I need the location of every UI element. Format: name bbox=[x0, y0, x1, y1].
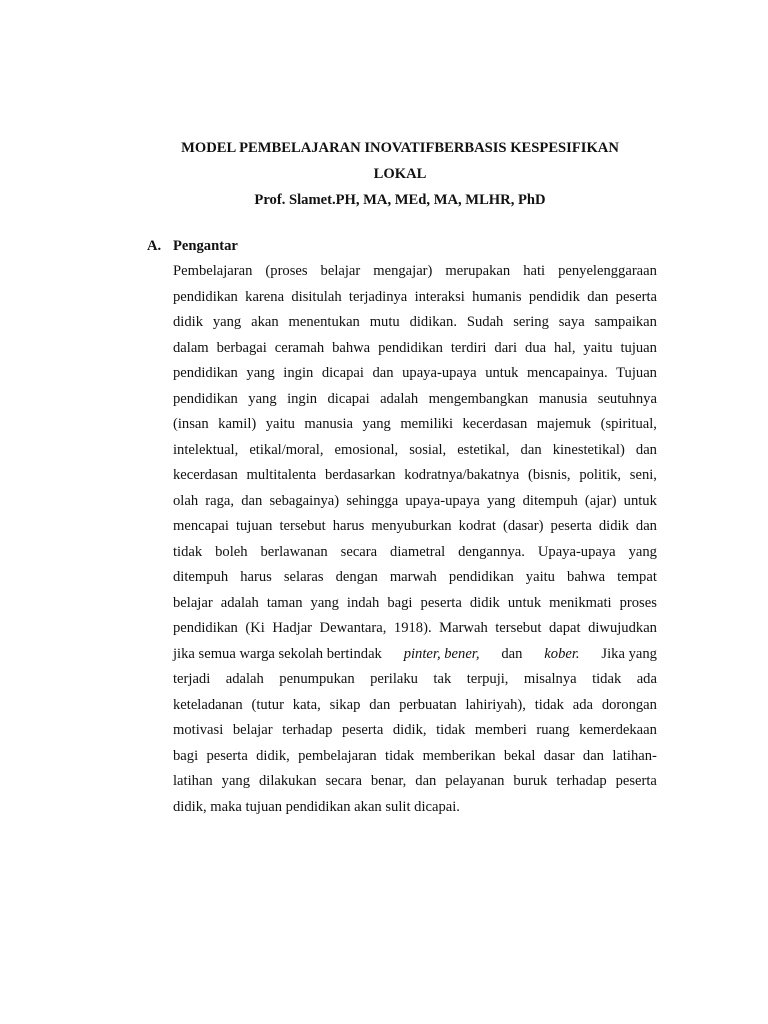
body-word: menikmati bbox=[549, 594, 612, 611]
body-word: manusia bbox=[538, 390, 588, 407]
body-line bbox=[173, 259, 657, 285]
body-word: didik bbox=[173, 314, 203, 330]
body-word: ada bbox=[636, 671, 657, 687]
body-word: buruk bbox=[513, 773, 548, 789]
body-word: saya bbox=[558, 314, 585, 330]
body-word: tersebut bbox=[495, 620, 542, 636]
body-word: tidak bbox=[534, 696, 564, 713]
section-letter: A. bbox=[147, 238, 162, 254]
body-word: (spiritual, bbox=[600, 416, 657, 432]
body-word: pendidikan bbox=[173, 620, 238, 636]
section-heading bbox=[147, 234, 238, 260]
body-word: adalah bbox=[220, 594, 259, 611]
body-word: interaksi bbox=[414, 288, 465, 305]
body-word: peserta bbox=[341, 722, 384, 738]
body-word: sehingga bbox=[346, 492, 399, 509]
body-word: 1918). bbox=[393, 620, 432, 636]
body-word: Pembelajaran bbox=[173, 263, 253, 279]
body-word: mengembangkan bbox=[428, 390, 529, 407]
emphasis-text: pinter, bener, bbox=[403, 645, 480, 662]
body-line-last: didik, maka tujuan pendidikan akan sulit dicapai. bbox=[173, 798, 460, 815]
body-word: yang bbox=[212, 314, 242, 330]
body-word: menyuburkan bbox=[371, 518, 452, 534]
body-word: (dasar) bbox=[502, 518, 544, 534]
body-word: boleh bbox=[215, 543, 248, 560]
body-word: terhadap bbox=[282, 722, 333, 738]
body-text-segment: Jika yang bbox=[601, 645, 657, 662]
body-word: yang bbox=[246, 365, 275, 381]
body-word: humanis bbox=[472, 288, 522, 305]
body-word: terjadi bbox=[173, 671, 211, 687]
body-word: yang bbox=[221, 773, 251, 789]
body-word: belajar bbox=[320, 263, 361, 279]
emphasis-text: kober. bbox=[544, 645, 580, 662]
body-word: seni, bbox=[629, 467, 657, 483]
body-word: diametral bbox=[390, 543, 446, 560]
section-title: Pengantar bbox=[173, 238, 238, 254]
body-word: olah bbox=[173, 492, 199, 509]
body-word: menentukan bbox=[288, 314, 360, 330]
body-word: peserta bbox=[206, 747, 248, 764]
body-word: harus bbox=[240, 569, 272, 585]
body-word: sebagainya) bbox=[269, 492, 340, 509]
body-word: kecerdasan bbox=[173, 467, 238, 483]
body-line bbox=[173, 744, 657, 770]
body-word: adalah bbox=[225, 671, 264, 687]
body-word: politik, bbox=[579, 467, 622, 483]
body-word: raga, bbox=[205, 492, 235, 509]
body-word: untuk bbox=[623, 492, 657, 509]
body-word: yaitu bbox=[525, 569, 555, 585]
body-word: taman bbox=[266, 594, 303, 611]
body-line bbox=[173, 463, 657, 489]
body-word: Hadjar bbox=[272, 620, 313, 636]
body-word: Dewantara, bbox=[319, 620, 387, 636]
body-word: dicapai bbox=[327, 390, 370, 407]
body-word: (Ki bbox=[245, 620, 265, 636]
body-word: penumpukan bbox=[279, 671, 355, 687]
body-word: ada bbox=[572, 696, 593, 713]
body-word: majemuk bbox=[536, 416, 592, 432]
body-word: Upaya-upaya bbox=[537, 543, 616, 560]
body-word: adalah bbox=[380, 390, 419, 407]
body-word: proses bbox=[619, 594, 657, 611]
body-word: selaras bbox=[283, 569, 324, 585]
body-word: indah bbox=[346, 594, 380, 611]
body-word: etikal/moral, bbox=[249, 441, 324, 458]
body-word: ingin bbox=[283, 365, 314, 381]
body-word: didik, bbox=[392, 722, 427, 738]
body-word: terhadap bbox=[556, 773, 607, 789]
body-word: memiliki bbox=[400, 416, 454, 432]
body-word: mencapainya. bbox=[526, 365, 608, 381]
body-word: berbagai bbox=[216, 339, 267, 356]
body-word: belajar bbox=[173, 594, 213, 611]
body-word: kodrat bbox=[458, 518, 496, 534]
body-line bbox=[173, 285, 657, 311]
body-word: seutuhnya bbox=[597, 390, 657, 407]
body-word: dapat bbox=[548, 620, 581, 636]
body-text-segment: jika semua warga sekolah bertindak bbox=[173, 645, 382, 662]
body-word: misalnya bbox=[523, 671, 577, 687]
body-word: dan bbox=[241, 492, 263, 509]
body-word: mutu bbox=[369, 314, 400, 330]
body-word: dorongan bbox=[601, 696, 657, 713]
body-word: dari bbox=[494, 339, 518, 356]
body-word: dan bbox=[369, 696, 391, 713]
body-word: berdasarkan bbox=[324, 467, 396, 483]
body-line bbox=[173, 667, 657, 693]
body-line bbox=[173, 693, 657, 719]
body-word: yang bbox=[310, 594, 339, 611]
body-word: yang bbox=[248, 390, 277, 407]
body-word: didik bbox=[598, 518, 629, 534]
body-line bbox=[173, 489, 657, 515]
body-word: latihan- bbox=[612, 747, 657, 764]
body-word: untuk bbox=[507, 594, 542, 611]
body-word: dilakukan bbox=[258, 773, 317, 789]
body-word: dengannya. bbox=[458, 543, 525, 560]
body-word: penyelenggaraan bbox=[558, 263, 657, 279]
body-word: Marwah bbox=[439, 620, 488, 636]
body-word: hal, bbox=[554, 339, 576, 356]
body-word: pendidikan bbox=[448, 569, 514, 585]
body-word: tak bbox=[433, 671, 452, 687]
body-line bbox=[173, 310, 657, 336]
body-word: disitulah bbox=[291, 288, 342, 305]
document-title-line-2: LOKAL bbox=[373, 166, 427, 182]
body-word: marwah bbox=[389, 569, 437, 585]
body-word: emosional, bbox=[334, 441, 399, 458]
body-word: tidak bbox=[436, 722, 466, 738]
body-word: motivasi bbox=[173, 722, 224, 738]
body-word: dengan bbox=[335, 569, 378, 585]
body-word: Sudah bbox=[466, 314, 504, 330]
body-word: tersebut bbox=[279, 518, 326, 534]
body-word: didik, bbox=[256, 747, 290, 764]
body-paragraph bbox=[173, 259, 657, 820]
body-word: peserta bbox=[615, 773, 657, 789]
body-word: tidak bbox=[385, 747, 415, 764]
body-word: secara bbox=[325, 773, 362, 789]
body-word: sering bbox=[513, 314, 549, 330]
body-word: estetikal, bbox=[457, 441, 510, 458]
body-word: secara bbox=[340, 543, 378, 560]
body-word: ditempuh bbox=[522, 492, 578, 509]
body-line bbox=[173, 412, 657, 438]
body-line bbox=[173, 718, 657, 744]
body-word: ceramah bbox=[274, 339, 325, 356]
body-line bbox=[173, 361, 657, 387]
body-word: dan bbox=[415, 773, 437, 789]
body-word: (ajar) bbox=[584, 492, 617, 509]
body-word: peserta bbox=[420, 594, 462, 611]
body-word: tujuan bbox=[235, 518, 273, 534]
body-word: tujuan bbox=[620, 339, 657, 356]
body-word: bagi bbox=[387, 594, 413, 611]
body-line bbox=[173, 540, 657, 566]
body-word: diwujudkan bbox=[588, 620, 657, 636]
body-word: dan bbox=[520, 441, 542, 458]
body-word: (tutur bbox=[251, 696, 284, 713]
body-word: tidak bbox=[592, 671, 622, 687]
body-word: mencapai bbox=[173, 518, 229, 534]
body-word: manusia bbox=[304, 416, 354, 432]
body-word: perbuatan bbox=[399, 696, 457, 713]
body-word: pendidik bbox=[528, 288, 580, 305]
body-word: harus bbox=[332, 518, 365, 534]
body-word: pendidikan bbox=[173, 288, 238, 305]
body-line bbox=[173, 336, 657, 362]
body-word: dasar bbox=[543, 747, 575, 764]
body-line bbox=[173, 769, 657, 795]
body-word: bahwa bbox=[332, 339, 371, 356]
document-author: Prof. Slamet.PH, MA, MEd, MA, MLHR, PhD bbox=[254, 192, 546, 208]
body-word: kinestetikal) bbox=[552, 441, 625, 458]
body-word: akan bbox=[251, 314, 279, 330]
body-word: pembelajaran bbox=[298, 747, 377, 764]
body-word: sikap bbox=[329, 696, 361, 713]
body-line bbox=[173, 387, 657, 413]
body-word: ruang bbox=[536, 722, 570, 738]
body-word: dua bbox=[525, 339, 547, 356]
body-word: terdiri bbox=[450, 339, 487, 356]
body-word: upaya-upaya bbox=[405, 492, 480, 509]
body-line bbox=[173, 616, 657, 642]
body-word: merupakan bbox=[445, 263, 511, 279]
body-word: dan bbox=[582, 747, 604, 764]
body-word: keteladanan bbox=[173, 696, 243, 713]
body-word: ingin bbox=[287, 390, 318, 407]
body-word: kecerdasan bbox=[462, 416, 528, 432]
body-word: multitalenta bbox=[246, 467, 317, 483]
body-word: (insan bbox=[173, 416, 209, 432]
body-word: dan bbox=[372, 365, 394, 381]
body-word: latihan bbox=[173, 773, 213, 789]
body-word: kodratnya/bakatnya bbox=[404, 467, 520, 483]
body-word: dan bbox=[635, 518, 657, 534]
body-word: kemerdekaan bbox=[579, 722, 657, 738]
body-word: pendidikan bbox=[378, 339, 443, 356]
body-word: peserta bbox=[615, 288, 657, 305]
body-word: belajar bbox=[232, 722, 273, 738]
body-word: berlawanan bbox=[260, 543, 328, 560]
body-word: (proses bbox=[265, 263, 308, 279]
body-word: didikan. bbox=[409, 314, 457, 330]
body-word: yang bbox=[362, 416, 391, 432]
body-line bbox=[173, 642, 657, 668]
document-title-line-1: MODEL PEMBELAJARAN INOVATIFBERBASIS KESPESIFIKAN bbox=[181, 140, 619, 156]
body-line bbox=[173, 565, 657, 591]
body-word: sampaikan bbox=[594, 314, 657, 330]
body-word: kata, bbox=[292, 696, 321, 713]
body-word: yang bbox=[628, 543, 657, 560]
body-word: memberi bbox=[474, 722, 527, 738]
body-word: peserta bbox=[550, 518, 592, 534]
body-word: karena bbox=[245, 288, 285, 305]
body-word: dicapai bbox=[321, 365, 364, 381]
body-word: terpuji, bbox=[466, 671, 509, 687]
body-word: yaitu bbox=[265, 416, 295, 432]
body-word: dalam bbox=[173, 339, 209, 356]
body-word: tidak bbox=[173, 543, 203, 560]
body-word: memberikan bbox=[422, 747, 496, 764]
body-word: sosial, bbox=[409, 441, 447, 458]
body-word: pelayanan bbox=[445, 773, 505, 789]
body-word: mengajar) bbox=[373, 263, 433, 279]
body-word: bagi bbox=[173, 747, 199, 764]
body-word: pendidikan bbox=[173, 365, 238, 381]
body-word: benar, bbox=[370, 773, 407, 789]
body-word: Tujuan bbox=[616, 365, 657, 381]
body-line bbox=[173, 514, 657, 540]
body-line bbox=[173, 438, 657, 464]
body-word: dan bbox=[635, 441, 657, 458]
body-line bbox=[173, 591, 657, 617]
body-word: ditempuh bbox=[173, 569, 229, 585]
body-word: terjadinya bbox=[348, 288, 408, 305]
body-word: bekal bbox=[503, 747, 536, 764]
body-word: tempat bbox=[617, 569, 657, 585]
body-text-segment: dan bbox=[501, 645, 523, 662]
body-word: lahiriyah), bbox=[465, 696, 526, 713]
body-word: untuk bbox=[485, 365, 519, 381]
body-word: hati bbox=[523, 263, 546, 279]
body-word: intelektual, bbox=[173, 441, 239, 458]
body-word: pendidikan bbox=[173, 390, 238, 407]
body-word: didik bbox=[469, 594, 500, 611]
body-word: bahwa bbox=[567, 569, 606, 585]
body-word: upaya-upaya bbox=[402, 365, 477, 381]
body-word: perilaku bbox=[370, 671, 418, 687]
body-word: yaitu bbox=[583, 339, 613, 356]
body-word: kamil) bbox=[218, 416, 257, 432]
title-block bbox=[150, 135, 650, 213]
body-word: dan bbox=[587, 288, 609, 305]
body-word: (bisnis, bbox=[528, 467, 571, 483]
body-word: yang bbox=[487, 492, 516, 509]
